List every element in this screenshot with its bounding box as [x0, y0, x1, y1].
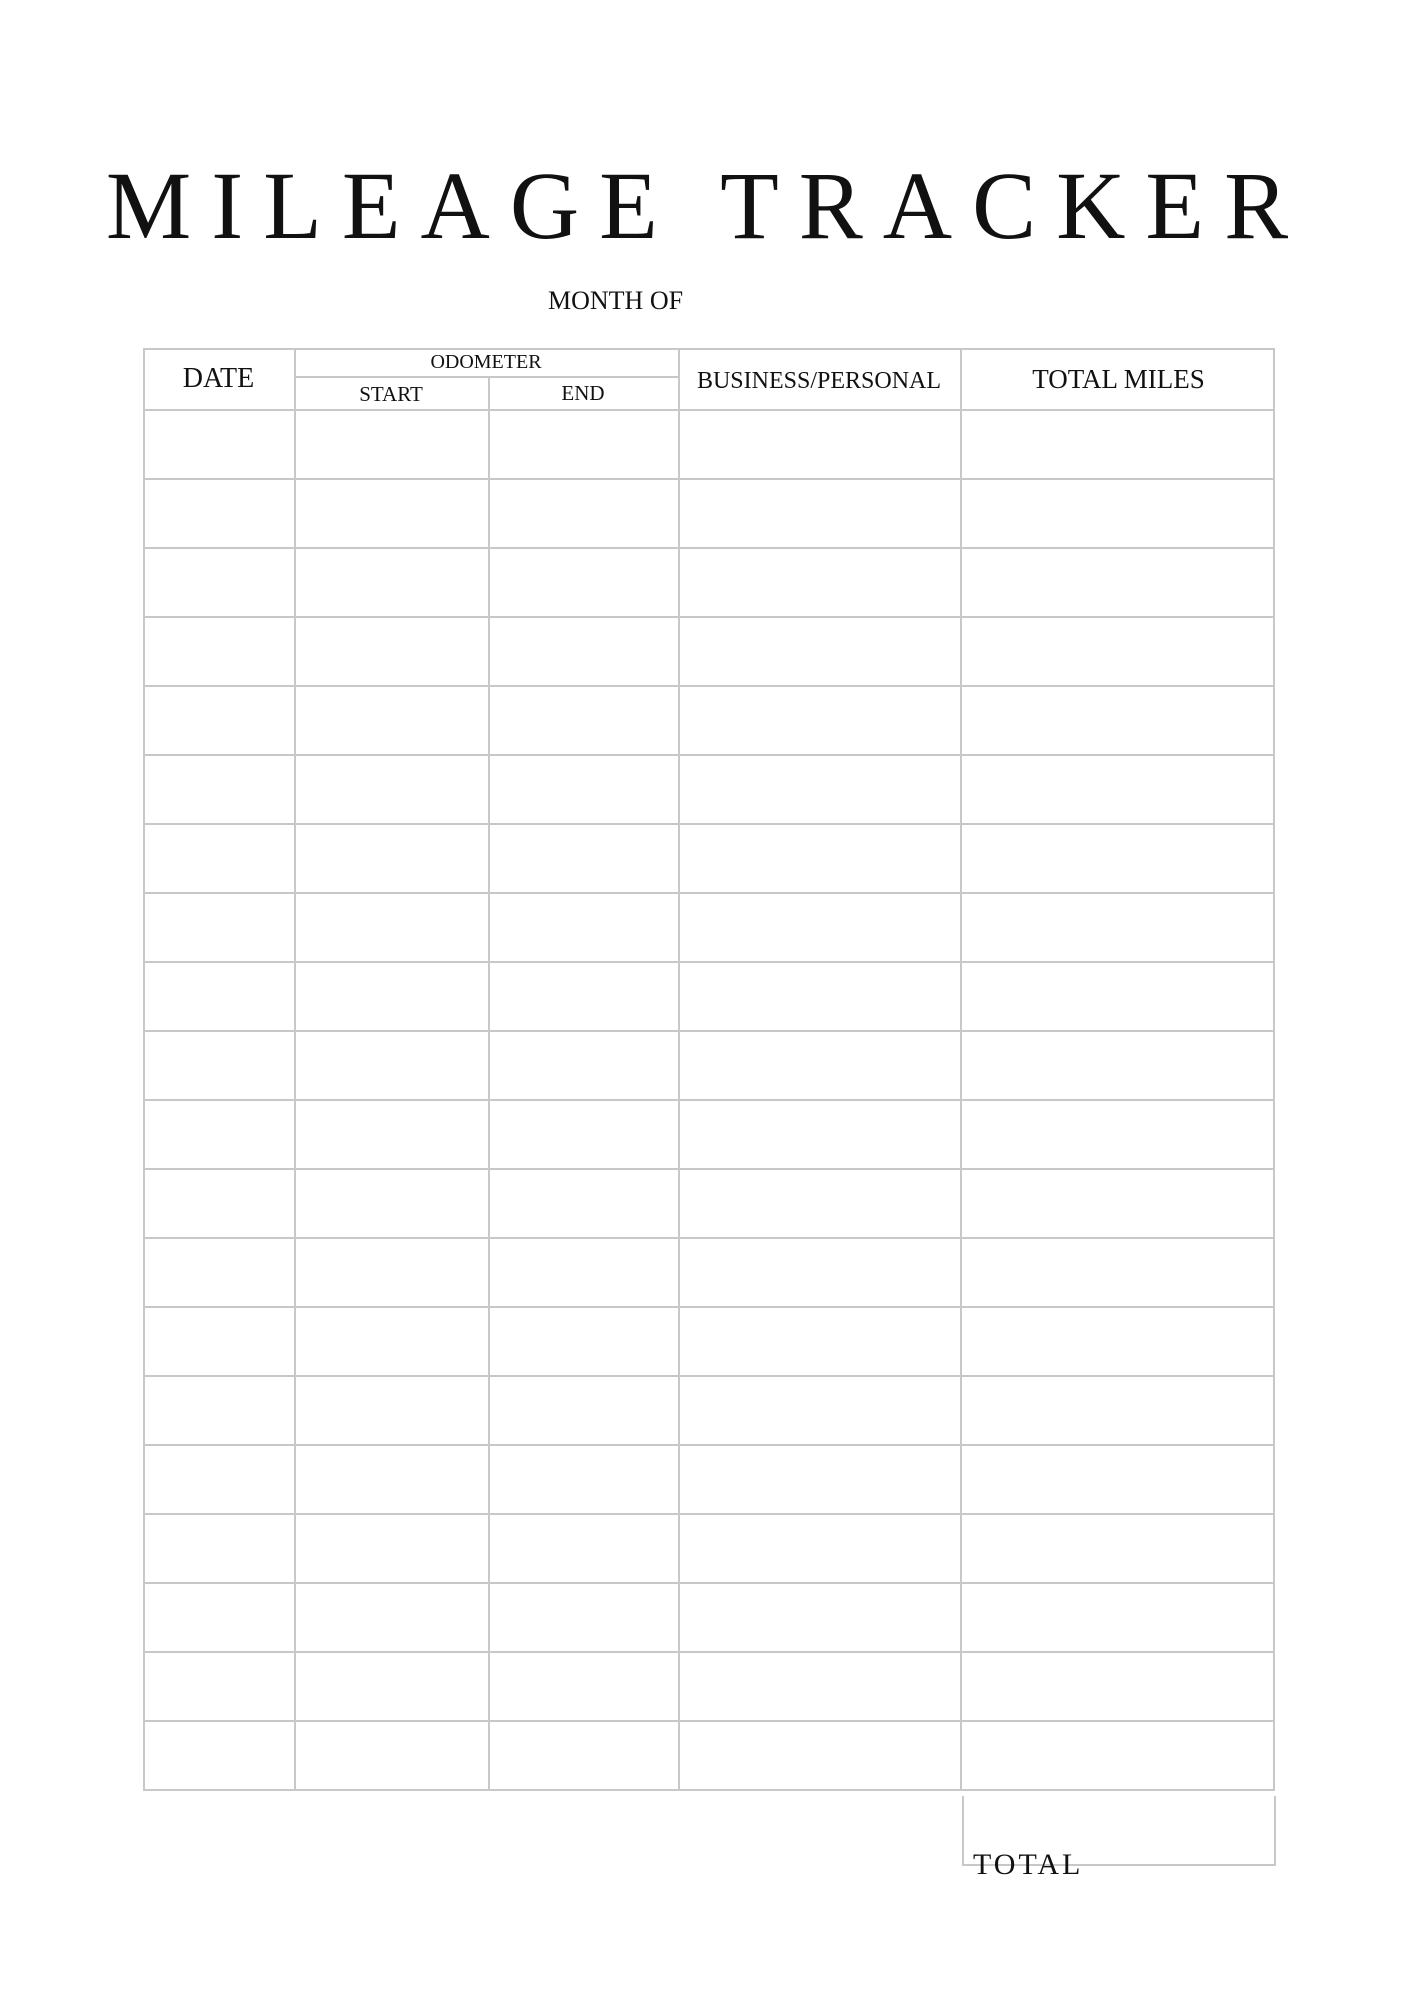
- total-miles-cell[interactable]: [962, 1653, 1273, 1720]
- business-personal-cell[interactable]: [680, 687, 960, 754]
- business-personal-cell[interactable]: [680, 1032, 960, 1099]
- date-cell[interactable]: [145, 1584, 294, 1651]
- header-total-miles: TOTAL MILES: [1032, 364, 1205, 394]
- table-row: [143, 411, 1275, 478]
- odometer-end-cell[interactable]: [490, 1446, 678, 1513]
- odometer-start-cell[interactable]: [296, 756, 488, 823]
- odometer-end-cell[interactable]: [490, 411, 678, 478]
- date-cell[interactable]: [145, 1446, 294, 1513]
- business-personal-cell[interactable]: [680, 1446, 960, 1513]
- odometer-start-cell[interactable]: [296, 1515, 488, 1582]
- table-row: [143, 963, 1275, 1030]
- total-miles-cell[interactable]: [962, 411, 1273, 478]
- business-personal-cell[interactable]: [680, 963, 960, 1030]
- header-business-personal: BUSINESS/PERSONAL: [696, 368, 942, 394]
- odometer-start-cell[interactable]: [296, 1584, 488, 1651]
- row-divider: [143, 1789, 1275, 1791]
- date-cell[interactable]: [145, 1308, 294, 1375]
- mileage-table: [143, 348, 1275, 1866]
- date-cell[interactable]: [145, 963, 294, 1030]
- date-cell[interactable]: [145, 1101, 294, 1168]
- business-personal-cell[interactable]: [680, 1722, 960, 1789]
- odometer-start-cell[interactable]: [296, 825, 488, 892]
- date-cell[interactable]: [145, 618, 294, 685]
- business-personal-cell[interactable]: [680, 1584, 960, 1651]
- total-miles-cell[interactable]: [962, 1515, 1273, 1582]
- table-row: [143, 480, 1275, 547]
- business-personal-cell[interactable]: [680, 825, 960, 892]
- business-personal-cell[interactable]: [680, 756, 960, 823]
- header-date: DATE: [182, 363, 255, 394]
- odometer-end-cell[interactable]: [490, 1584, 678, 1651]
- business-personal-cell[interactable]: [680, 1239, 960, 1306]
- date-cell[interactable]: [145, 1239, 294, 1306]
- total-miles-cell[interactable]: [962, 687, 1273, 754]
- date-cell[interactable]: [145, 411, 294, 478]
- odometer-start-cell[interactable]: [296, 480, 488, 547]
- odometer-start-cell[interactable]: [296, 1101, 488, 1168]
- date-cell[interactable]: [145, 894, 294, 961]
- odometer-start-cell[interactable]: [296, 549, 488, 616]
- date-cell[interactable]: [145, 1653, 294, 1720]
- odometer-end-cell[interactable]: [490, 549, 678, 616]
- odometer-start-cell[interactable]: [296, 1170, 488, 1237]
- total-miles-cell[interactable]: [962, 1101, 1273, 1168]
- table-row: [143, 1239, 1275, 1306]
- odometer-end-cell[interactable]: [490, 825, 678, 892]
- business-personal-cell[interactable]: [680, 1308, 960, 1375]
- table-row: [143, 756, 1275, 823]
- business-personal-cell[interactable]: [680, 894, 960, 961]
- total-miles-cell[interactable]: [962, 825, 1273, 892]
- table-row: [143, 894, 1275, 961]
- odometer-start-cell[interactable]: [296, 411, 488, 478]
- business-personal-cell[interactable]: [680, 411, 960, 478]
- table-row: [143, 618, 1275, 685]
- date-cell[interactable]: [145, 1722, 294, 1789]
- date-cell[interactable]: [145, 480, 294, 547]
- odometer-start-cell[interactable]: [296, 618, 488, 685]
- business-personal-cell[interactable]: [680, 1170, 960, 1237]
- total-miles-cell[interactable]: [962, 894, 1273, 961]
- table-top-border: [143, 348, 1275, 350]
- total-miles-cell[interactable]: [962, 549, 1273, 616]
- odometer-start-cell[interactable]: [296, 687, 488, 754]
- odometer-end-cell[interactable]: [490, 1101, 678, 1168]
- date-cell[interactable]: [145, 1170, 294, 1237]
- table-row: [143, 1377, 1275, 1444]
- total-miles-cell[interactable]: [962, 1032, 1273, 1099]
- date-cell[interactable]: [145, 1515, 294, 1582]
- business-personal-cell[interactable]: [680, 1101, 960, 1168]
- odometer-start-cell[interactable]: [296, 1032, 488, 1099]
- total-miles-cell[interactable]: [962, 756, 1273, 823]
- business-personal-cell[interactable]: [680, 549, 960, 616]
- odometer-end-cell[interactable]: [490, 1515, 678, 1582]
- odometer-start-cell[interactable]: [296, 1722, 488, 1789]
- total-miles-cell[interactable]: [962, 1308, 1273, 1375]
- odometer-end-cell[interactable]: [490, 756, 678, 823]
- total-miles-cell[interactable]: [962, 480, 1273, 547]
- business-personal-cell[interactable]: [680, 618, 960, 685]
- total-miles-cell[interactable]: [962, 1170, 1273, 1237]
- table-row: [143, 687, 1275, 754]
- odometer-end-cell[interactable]: [490, 480, 678, 547]
- header-odometer: ODOMETER: [430, 351, 542, 373]
- odometer-start-cell[interactable]: [296, 963, 488, 1030]
- date-cell[interactable]: [145, 687, 294, 754]
- header-start: START: [359, 382, 423, 406]
- odometer-end-cell[interactable]: [490, 1032, 678, 1099]
- table-row: [143, 1515, 1275, 1582]
- odometer-end-cell[interactable]: [490, 963, 678, 1030]
- odometer-divider: [294, 376, 678, 378]
- table-row: [143, 825, 1275, 892]
- business-personal-cell[interactable]: [680, 1653, 960, 1720]
- business-personal-cell[interactable]: [680, 1515, 960, 1582]
- table-row: [143, 549, 1275, 616]
- odometer-end-cell[interactable]: [490, 1239, 678, 1306]
- odometer-start-cell[interactable]: [296, 1308, 488, 1375]
- date-cell[interactable]: [145, 756, 294, 823]
- table-row: [143, 1584, 1275, 1651]
- date-cell[interactable]: [145, 825, 294, 892]
- table-row: [143, 1722, 1275, 1789]
- business-personal-cell[interactable]: [680, 1377, 960, 1444]
- total-miles-cell[interactable]: [962, 1584, 1273, 1651]
- total-miles-cell[interactable]: [962, 618, 1273, 685]
- odometer-end-cell[interactable]: [490, 1308, 678, 1375]
- total-miles-cell[interactable]: [962, 1239, 1273, 1306]
- table-row: [143, 1101, 1275, 1168]
- month-of-label: MONTH OF: [548, 286, 684, 315]
- odometer-end-cell[interactable]: [490, 618, 678, 685]
- odometer-start-cell[interactable]: [296, 1377, 488, 1444]
- date-cell[interactable]: [145, 1032, 294, 1099]
- total-label: TOTAL: [973, 1848, 1084, 1881]
- table-row: [143, 1653, 1275, 1720]
- odometer-end-cell[interactable]: [490, 1377, 678, 1444]
- odometer-end-cell[interactable]: [490, 1170, 678, 1237]
- odometer-start-cell[interactable]: [296, 894, 488, 961]
- total-miles-cell[interactable]: [962, 1446, 1273, 1513]
- date-cell[interactable]: [145, 1377, 294, 1444]
- total-miles-cell[interactable]: [962, 963, 1273, 1030]
- odometer-end-cell[interactable]: [490, 687, 678, 754]
- table-row: [143, 1032, 1275, 1099]
- table-row: [143, 1308, 1275, 1375]
- date-cell[interactable]: [145, 549, 294, 616]
- table-row: [143, 1446, 1275, 1513]
- odometer-start-cell[interactable]: [296, 1239, 488, 1306]
- business-personal-cell[interactable]: [680, 480, 960, 547]
- total-miles-cell[interactable]: [962, 1377, 1273, 1444]
- odometer-start-cell[interactable]: [296, 1446, 488, 1513]
- header-end: END: [561, 381, 605, 405]
- odometer-end-cell[interactable]: [490, 1722, 678, 1789]
- odometer-end-cell[interactable]: [490, 1653, 678, 1720]
- odometer-end-cell[interactable]: [490, 894, 678, 961]
- page-title: MILEAGE TRACKER: [105, 152, 1309, 259]
- odometer-start-cell[interactable]: [296, 1653, 488, 1720]
- table-row: [143, 1170, 1275, 1237]
- total-miles-cell[interactable]: [962, 1722, 1273, 1789]
